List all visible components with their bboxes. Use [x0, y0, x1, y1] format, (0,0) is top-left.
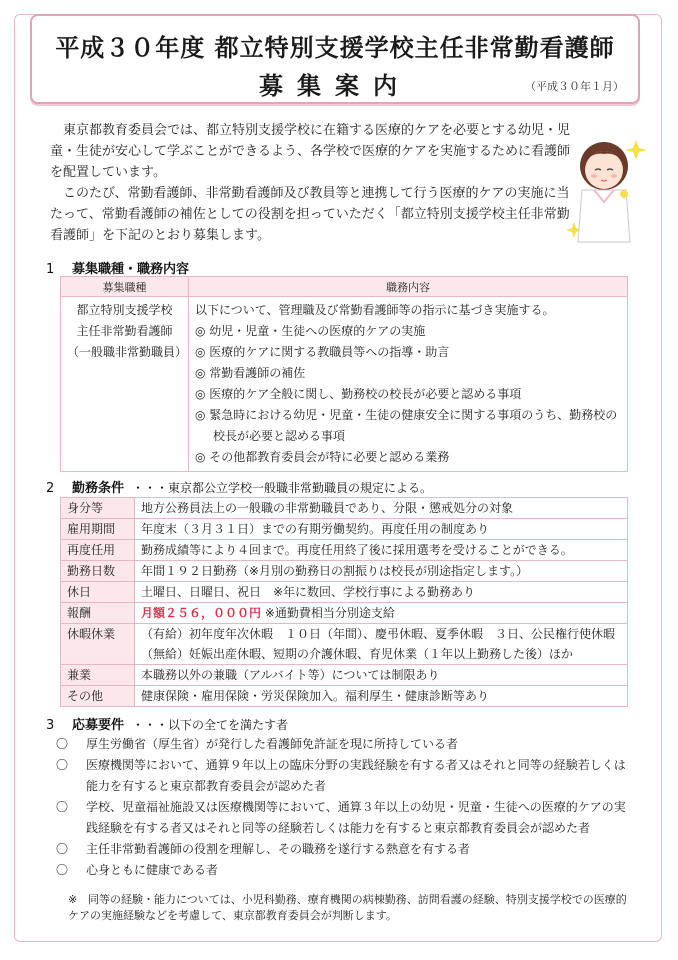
salary-value [135, 603, 628, 624]
table-row [61, 519, 628, 540]
title-line2: 募集案内 [259, 72, 411, 100]
duty-item: ◎ 医療的ケア全般に関し、勤務校の校長が必要と認める事項 [195, 387, 522, 401]
duty-item: ◎ その他都教育委員会が特に必要と認める業務 [195, 450, 450, 464]
table-row [61, 540, 628, 561]
duty-cell [189, 297, 628, 472]
condition-value: 土曜日、日曜日、祝日 ※年に数回、学校行事による勤務あり [135, 582, 628, 603]
section3-note: ・・・以下の全てを満たす者 [132, 718, 289, 732]
intro-paragraph-2: このたび、常勤看護師、非常勤看護師及び教員等と連携して行う医療的ケアの実施に当たって、常勤看護師の補佐としての役割を担っていただく「都立特別支援学校主任非常勤看護師」を下記のとおり募集します。 [50, 186, 570, 243]
condition-label: その他 [61, 686, 135, 707]
circle-bullet-icon: 〇 [56, 863, 69, 877]
requirement-text: 主任非常勤看護師の役割を理解し、その職務を遂行する熱意を有する者 [86, 842, 471, 856]
leave-value [135, 624, 628, 665]
job-table-header-job: 募集職種 [61, 277, 189, 297]
duty-item-continued: 校長が必要と認める事項 [213, 429, 346, 443]
list-item [56, 839, 636, 860]
salary-amount: 月額２５６，０００円 [141, 606, 262, 620]
condition-value: 年間１９２日勤務（※月別の勤務日の割振りは校長が別途指定します。） [135, 561, 628, 582]
job-title-line: （一般職非常勤職員） [67, 345, 188, 359]
title-box [30, 14, 640, 104]
duty-intro: 以下について、管理職及び常勤看護師等の指示に基づき実施する。 [195, 303, 555, 317]
duty-item: ◎ 常勤看護師の補佐 [195, 366, 306, 380]
job-table [60, 276, 628, 472]
requirement-text: 学校、児童福祉施設又は医療機関等において、通算３年以上の幼児・児童・生徒への医療的ケアの実践経験を有する者又はそれと同等の経験若しくは能力を有すると東京都教育委員会が認めた者 [86, 800, 626, 835]
leave-paid: （有給）初年度年次休暇 １０日（年間）、慶弔休暇、夏季休暇 ３日、公民権行使休暇 [141, 627, 616, 641]
issue-date: （平成３０年１月） [525, 80, 624, 93]
circle-bullet-icon: 〇 [56, 800, 69, 814]
nurse-illustration-icon [564, 130, 650, 250]
duty-item: ◎ 緊急時における幼児・児童・生徒の健康安全に関する事項のうち、勤務校の [195, 408, 618, 422]
requirement-text: 厚生労働省（厚生省）が発行した看護師免許証を現に所持している者 [86, 737, 459, 751]
footnote [68, 892, 634, 924]
list-item [56, 755, 636, 797]
duty-item: ◎ 医療的ケアに関する教職員等への指導・助言 [195, 345, 450, 359]
table-row [61, 624, 628, 665]
condition-value: 健康保険・雇用保険・労災保険加入。福利厚生・健康診断等あり [135, 686, 628, 707]
table-row [61, 582, 628, 603]
condition-value: 地方公務員法上の一般職の非常勤職員であり、分限・懲戒処分の対象 [135, 498, 628, 519]
footnote-text: 同等の経験・能力については、小児科勤務、療育機関の病棟勤務、訪問看護の経験、特別支援学校での医療的ケアの実施経験などを考慮して、東京都教育委員会が判断します。 [68, 893, 627, 922]
section3-heading [46, 714, 288, 733]
condition-label: 兼業 [61, 665, 135, 686]
section2-title: 勤務条件 [72, 481, 125, 496]
job-title-line: 都立特別支援学校 [76, 303, 173, 317]
list-item [56, 734, 636, 755]
circle-bullet-icon: 〇 [56, 758, 69, 772]
condition-label: 雇用期間 [61, 519, 135, 540]
job-table-header-duty: 職務内容 [189, 277, 628, 297]
table-row [61, 603, 628, 624]
condition-label: 報酬 [61, 603, 135, 624]
section1-title: 募集職種・職務内容 [72, 262, 190, 277]
title-line1: 平成３０年度 都立特別支援学校主任非常勤看護師 [55, 34, 615, 62]
table-row [61, 561, 628, 582]
condition-value: 年度末（３月３１日）までの有期労働契約。再度任用の制度あり [135, 519, 628, 540]
table-row [61, 498, 628, 519]
table-row [61, 665, 628, 686]
job-title-cell [61, 297, 189, 472]
section2-number: 2 [46, 481, 55, 496]
duty-item: ◎ 幼児・児童・生徒への医療的ケアの実施 [195, 324, 426, 338]
condition-label: 休日 [61, 582, 135, 603]
list-item [56, 797, 636, 839]
section3-title: 応募要件 [72, 718, 125, 733]
footnote-mark: ※ [68, 893, 78, 906]
leave-unpaid: （無給）妊娠出産休暇、短期の介護休暇、育児休業（１年以上勤務した後）ほか [141, 647, 574, 661]
table-row [61, 686, 628, 707]
job-title-line: 主任非常勤看護師 [76, 324, 173, 338]
section1-heading [46, 258, 189, 277]
condition-label: 身分等 [61, 498, 135, 519]
section2-heading [46, 477, 432, 496]
section1-number: 1 [46, 262, 55, 277]
requirement-text: 医療機関等において、通算９年以上の臨床分野の実践経験を有する者又はそれと同等の経験若しくは能力を有すると東京都教育委員会が認めた者 [86, 758, 626, 793]
requirements-list [56, 734, 636, 881]
conditions-table [60, 497, 628, 707]
condition-label: 再度任用 [61, 540, 135, 561]
requirement-text: 心身ともに健康である者 [86, 863, 219, 877]
section3-number: 3 [46, 718, 55, 733]
list-item [56, 860, 636, 881]
condition-value: 勤務成績等により４回まで。再度任用終了後に採用選考を受けることができる。 [135, 540, 628, 561]
condition-label: 休暇休業 [61, 624, 135, 665]
circle-bullet-icon: 〇 [56, 842, 69, 856]
condition-value: 本職務以外の兼職（アルバイト等）については制限あり [135, 665, 628, 686]
salary-note: ※通勤費相当分別途支給 [264, 606, 395, 620]
condition-label: 勤務日数 [61, 561, 135, 582]
intro-text [50, 120, 570, 246]
circle-bullet-icon: 〇 [56, 737, 69, 751]
section2-note: ・・・東京都公立学校一般職非常勤職員の規定による。 [132, 481, 433, 495]
intro-paragraph-1: 東京都教育委員会では、都立特別支援学校に在籍する医療的ケアを必要とする幼児・児童・生徒が安心して学ぶことができるよう、各学校で医療的ケアを実施するために看護師を配置しています。 [50, 123, 571, 180]
